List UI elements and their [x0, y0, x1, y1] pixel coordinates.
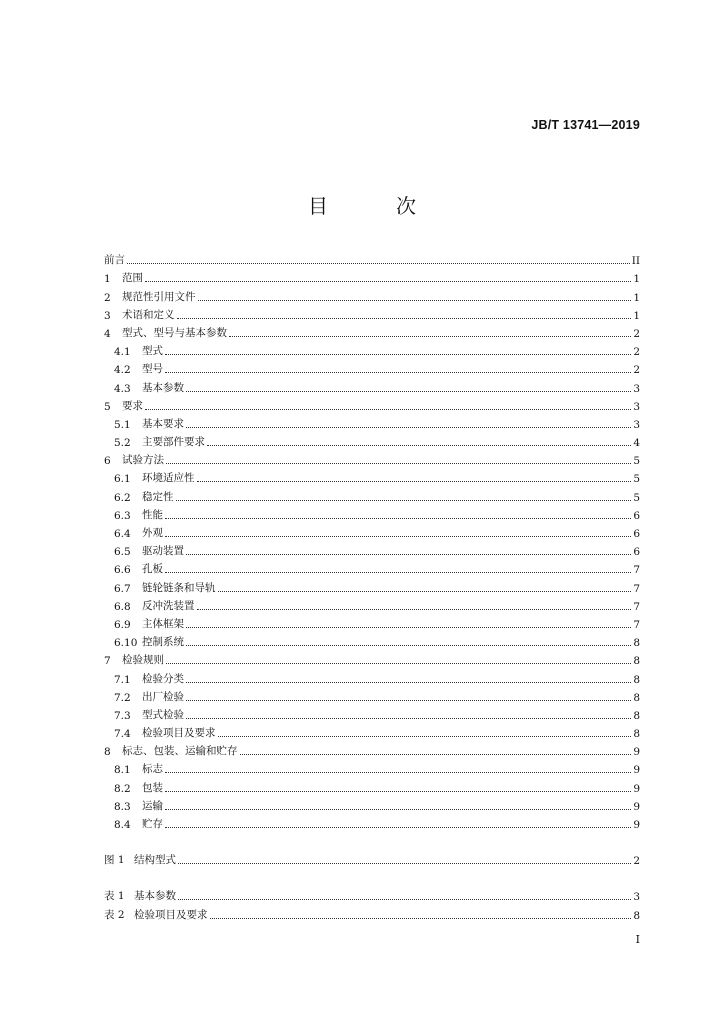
toc-entry-page: 2 [633, 364, 640, 377]
toc-entry-page: 8 [633, 673, 640, 686]
toc-entry[interactable] [104, 467, 640, 485]
toc-entry-number: 6.8 [114, 600, 131, 613]
toc-entry-label: 前言 [104, 254, 125, 267]
toc-entry-label: 包装 [142, 781, 163, 794]
toc-entry-number: 2 [104, 291, 111, 304]
toc-dot-leader [165, 772, 631, 773]
toc-entry-page: 9 [633, 764, 640, 777]
toc-entry-label: 型号 [142, 363, 163, 376]
toc-entry-label: 试验方法 [122, 454, 164, 467]
toc-dot-leader [165, 827, 631, 828]
toc-entry-number: 4.3 [114, 382, 131, 395]
toc-entry[interactable] [104, 340, 640, 358]
toc-entry-number: 图 1 [104, 854, 125, 867]
toc-dot-leader [177, 318, 632, 319]
toc-entry-page: 3 [633, 382, 640, 395]
toc-entry-number: 6 [104, 455, 111, 468]
toc-dot-leader [178, 899, 631, 900]
toc-entry-label: 稳定性 [142, 490, 174, 503]
toc-entry-number: 6.5 [114, 546, 131, 559]
toc-entry[interactable] [104, 322, 640, 340]
toc-entry-label: 范围 [122, 272, 143, 285]
toc-entry-number: 1 [104, 273, 111, 286]
toc-entry[interactable] [104, 522, 640, 540]
table-of-contents [104, 249, 640, 922]
toc-entry-number: 3 [104, 309, 111, 322]
toc-dot-leader [165, 791, 631, 792]
toc-entry-label: 基本参数 [142, 381, 184, 394]
toc-entry-label: 术语和定义 [122, 308, 175, 321]
toc-entry[interactable] [104, 395, 640, 413]
toc-dot-leader [165, 354, 631, 355]
toc-entry-number: 6.3 [114, 509, 131, 522]
toc-entry[interactable] [104, 285, 640, 303]
toc-entry-page: 1 [633, 291, 640, 304]
toc-entry[interactable] [104, 813, 640, 831]
toc-entry-page: 5 [633, 455, 640, 468]
toc-entry-page: 3 [633, 891, 640, 904]
toc-entry-number: 8.1 [114, 764, 131, 777]
toc-entry[interactable] [104, 740, 640, 758]
toc-entry-label: 链轮链条和导轨 [142, 581, 216, 594]
toc-entry-page: 1 [633, 273, 640, 286]
toc-entry-label: 检验规则 [122, 654, 164, 667]
toc-entry[interactable] [104, 613, 640, 631]
toc-entry[interactable] [104, 576, 640, 594]
toc-entry[interactable] [104, 849, 640, 867]
toc-dot-leader [186, 718, 631, 719]
toc-entry-page: 9 [633, 746, 640, 759]
toc-entry-number: 7.1 [114, 673, 131, 686]
toc-entry-page: 7 [633, 618, 640, 631]
toc-dot-leader [165, 809, 631, 810]
toc-entry-label: 结构型式 [134, 854, 176, 867]
toc-entry[interactable] [104, 795, 640, 813]
toc-entry-page: 7 [633, 600, 640, 613]
toc-entry-label: 出厂检验 [142, 690, 184, 703]
toc-dot-leader [218, 591, 632, 592]
toc-entry[interactable] [104, 431, 640, 449]
toc-entry[interactable] [104, 776, 640, 794]
toc-entry-number: 6.10 [114, 637, 138, 650]
page-number: I [635, 933, 640, 946]
toc-entry-page: 8 [633, 909, 640, 922]
toc-dot-leader [165, 518, 631, 519]
toc-entry-page: 6 [633, 528, 640, 540]
toc-entry-number: 7.4 [114, 728, 131, 741]
toc-entry[interactable] [104, 595, 640, 613]
toc-entry-page: 5 [633, 491, 640, 504]
toc-dot-leader [186, 427, 631, 428]
toc-dot-leader [166, 663, 631, 664]
toc-dot-leader [207, 445, 631, 446]
toc-entry-number: 6.4 [114, 528, 131, 540]
standard-number: JB/T 13741—2019 [531, 118, 640, 132]
toc-entry-number: 6.9 [114, 618, 131, 631]
toc-entry-number: 7 [104, 655, 111, 668]
toc-entry-page: 2 [633, 855, 640, 868]
toc-entry-label: 外观 [142, 527, 163, 539]
toc-entry-label: 驱动装置 [142, 545, 184, 558]
toc-entry-number: 6.1 [114, 473, 131, 486]
toc-entry-label: 贮存 [142, 818, 163, 830]
toc-entry[interactable] [104, 758, 640, 776]
toc-entry-page: 2 [633, 327, 640, 340]
toc-dot-leader [186, 391, 631, 392]
toc-entry-number: 8.2 [114, 782, 131, 795]
toc-entry-page: 6 [633, 546, 640, 559]
toc-entry-label: 标志、包装、运输和贮存 [122, 745, 238, 758]
toc-entry[interactable] [104, 449, 640, 467]
toc-entry[interactable] [104, 358, 640, 376]
toc-entry-page: 9 [633, 819, 640, 831]
toc-entry-page: 2 [633, 346, 640, 359]
toc-dot-leader [218, 736, 632, 737]
toc-entry-label: 基本要求 [142, 417, 184, 430]
spacer [104, 867, 640, 885]
toc-entry-label: 型式 [142, 345, 163, 358]
toc-entry-number: 5 [104, 400, 111, 413]
toc-entry[interactable] [104, 376, 640, 394]
toc-entry[interactable] [104, 504, 640, 522]
toc-entry[interactable] [104, 485, 640, 503]
toc-entry-number: 7.2 [114, 691, 131, 704]
toc-entry[interactable] [104, 649, 640, 667]
toc-entry-number: 表 1 [104, 890, 125, 903]
toc-entry[interactable] [104, 558, 640, 576]
toc-entry-label: 控制系统 [142, 636, 184, 649]
toc-entry[interactable] [104, 903, 640, 921]
toc-entry-label: 要求 [122, 399, 143, 412]
toc-entry-label: 反冲洗装置 [142, 599, 195, 612]
toc-dot-leader [198, 300, 632, 301]
toc-entry-label: 运输 [142, 799, 163, 812]
toc-entry-label: 规范性引用文件 [122, 290, 196, 303]
toc-dot-leader [210, 918, 632, 919]
toc-entry-page: 3 [633, 418, 640, 431]
toc-entry-number: 4.1 [114, 346, 131, 359]
toc-dot-leader [176, 500, 632, 501]
toc-dot-leader [165, 572, 631, 573]
toc-entry-label: 型式检验 [142, 708, 184, 721]
toc-entry-number: 6.7 [114, 582, 131, 595]
toc-dot-leader [186, 700, 631, 701]
toc-entry-label: 型式、型号与基本参数 [122, 326, 227, 339]
toc-dot-leader [186, 627, 631, 628]
toc-entry-page: 8 [633, 655, 640, 668]
toc-entry[interactable] [104, 631, 640, 649]
toc-entry-label: 环境适应性 [142, 472, 195, 485]
toc-entry-label: 主体框架 [142, 617, 184, 630]
toc-entry[interactable] [104, 667, 640, 685]
toc-entry[interactable] [104, 686, 640, 704]
toc-entry-label: 检验项目及要求 [134, 908, 208, 921]
toc-dot-leader [165, 536, 631, 537]
toc-dot-leader [186, 645, 631, 646]
toc-entry-label: 性能 [142, 508, 163, 521]
toc-entry-number: 表 2 [104, 908, 125, 921]
toc-entry-number: 6.2 [114, 491, 131, 504]
toc-entry-page: 8 [633, 637, 640, 650]
toc-entry-page: 8 [633, 728, 640, 741]
toc-entry-page: 1 [633, 309, 640, 322]
toc-entry-page: 9 [633, 782, 640, 795]
toc-entry-page: II [631, 255, 640, 268]
toc-entry-number: 7.3 [114, 709, 131, 722]
toc-dot-leader [197, 609, 632, 610]
toc-entry-label: 孔板 [142, 563, 163, 576]
toc-entry-number: 6.6 [114, 564, 131, 577]
toc-entry-label: 标志 [142, 763, 163, 776]
toc-entry-number: 4 [104, 327, 111, 340]
toc-entry[interactable] [104, 249, 640, 267]
toc-entry-label: 检验分类 [142, 672, 184, 685]
toc-entry-number: 4.2 [114, 364, 131, 377]
toc-entry-page: 5 [633, 473, 640, 486]
toc-entry-number: 8.4 [114, 819, 131, 831]
toc-entry-page: 3 [633, 400, 640, 413]
toc-entry-page: 6 [633, 509, 640, 522]
toc-entry[interactable] [104, 304, 640, 322]
toc-dot-leader [186, 682, 631, 683]
spacer [104, 831, 640, 849]
toc-entry[interactable] [104, 540, 640, 558]
toc-entry-number: 8 [104, 746, 111, 759]
toc-entry-page: 8 [633, 691, 640, 704]
toc-dot-leader [145, 281, 631, 282]
toc-dot-leader [178, 863, 631, 864]
toc-entry-page: 7 [633, 582, 640, 595]
toc-dot-leader [127, 263, 630, 264]
toc-entry[interactable] [104, 267, 640, 285]
toc-entry-number: 5.1 [114, 418, 131, 431]
toc-entry[interactable] [104, 413, 640, 431]
toc-entry[interactable] [104, 722, 640, 740]
toc-entry-number: 5.2 [114, 437, 131, 450]
toc-entry[interactable] [104, 885, 640, 903]
toc-dot-leader [145, 409, 631, 410]
toc-dot-leader [166, 463, 631, 464]
toc-dot-leader [229, 336, 631, 337]
toc-entry-number: 8.3 [114, 800, 131, 813]
toc-dot-leader [186, 554, 631, 555]
toc-entry-label: 检验项目及要求 [142, 727, 216, 740]
toc-dot-leader [165, 372, 631, 373]
toc-dot-leader [240, 754, 632, 755]
toc-dot-leader [197, 481, 632, 482]
toc-entry-page: 9 [633, 800, 640, 813]
toc-entry-page: 8 [633, 709, 640, 722]
toc-entry[interactable] [104, 704, 640, 722]
page-title: 目 次 [308, 194, 440, 218]
toc-entry-page: 7 [633, 564, 640, 577]
toc-entry-page: 4 [633, 437, 640, 450]
toc-entry-label: 基本参数 [134, 890, 176, 903]
toc-entry-label: 主要部件要求 [142, 436, 205, 449]
